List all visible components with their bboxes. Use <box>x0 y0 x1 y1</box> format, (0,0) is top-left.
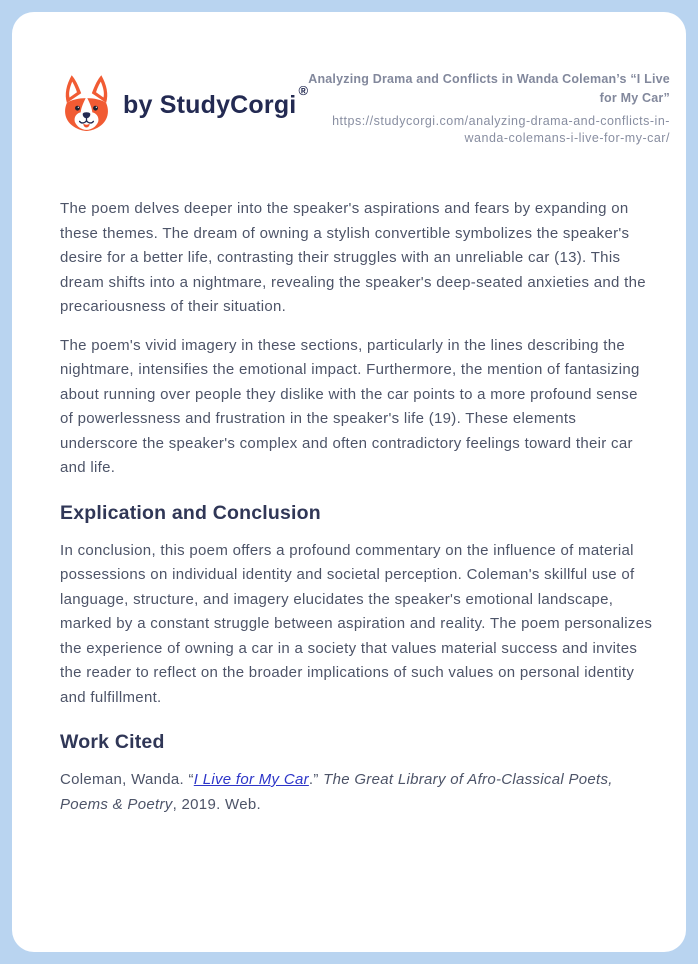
document-title <box>308 70 670 108</box>
article-paragraph: The poem's vivid imagery in these sections, particularly in the lines describing the nightmare, intensifies the emotional impact. Furthermore, the mention of fantasizing about running over people they dislike with the car points to a more profound sense of powerlessness and frustration in the speaker's life (19). These elements underscore the speaker's complex and often contradictory feelings toward their car and life. <box>60 336 640 476</box>
registered-trademark-icon: ® <box>298 82 309 98</box>
article-paragraph: The poem delves deeper into the speaker's aspirations and fears by expanding on these themes. The dream of owning a stylish convertible symbolizes the speaker's desire for a better life, contrasting their struggles with an unreliable car (13). This dream shifts into a nightmare, revealing the speaker's deep-seated anxieties and the precariousness of their situation. <box>60 200 646 315</box>
document-url-line: https://studycorgi.com/analyzing-drama-and-conflicts-in- <box>332 114 670 128</box>
document-url-line: wanda-colemans-i-live-for-my-car/ <box>464 131 670 145</box>
citation-source: The Great Library of Afro-Classical Poets, Poems & Poetry <box>60 771 613 813</box>
article-paragraph: In conclusion, this poem offers a profound commentary on the influence of material possessions on individual identity and societal perception. Coleman's skillful use of language, structure, and imagery elucidates the speaker's emotional landscape, marked by a constant struggle between aspiration and reality. The poem personalizes the experience of owning a car in a society that values material success and invites the reader to reflect on the broader implications of such values on personal identity and fulfillment. <box>60 541 653 706</box>
section-heading-explication: Explication and Conclusion <box>60 501 321 524</box>
citation-after-link: .” <box>308 771 324 788</box>
page-header <box>60 66 670 147</box>
document-card <box>12 12 686 952</box>
citation-prefix: Coleman, Wanda. “ <box>60 771 194 788</box>
document-title-line: for My Car” <box>599 91 670 105</box>
document-meta <box>308 70 670 147</box>
corgi-logo-icon <box>60 74 113 137</box>
citation-entry <box>60 768 655 817</box>
citation-link[interactable]: I Live for My Car <box>193 771 309 788</box>
brand-name: by StudyCorgi® <box>123 82 309 119</box>
citation-suffix: , 2019. Web. <box>172 795 261 813</box>
essay-body <box>60 197 655 817</box>
document-title-line: Analyzing Drama and Conflicts in Wanda Coleman’s “I Live <box>308 72 670 86</box>
document-url <box>308 113 670 147</box>
brand-logo <box>60 74 308 137</box>
section-heading-work-cited: Work Cited <box>60 731 165 753</box>
